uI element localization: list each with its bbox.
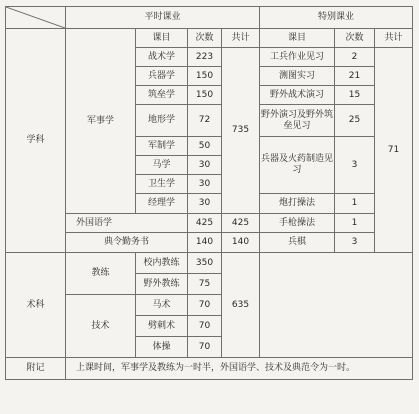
drill-course: 野外教练 xyxy=(136,274,188,295)
appendix-label: 附记 xyxy=(6,358,66,380)
regular-total-header: 共计 xyxy=(222,29,260,48)
course-schedule-table xyxy=(5,6,413,380)
foreign-count: 425 xyxy=(188,214,222,233)
drill-count: 75 xyxy=(188,274,222,295)
military-course: 军制学 xyxy=(136,137,188,156)
special-course-header: 课目 xyxy=(260,29,335,48)
special-count: 1 xyxy=(335,194,375,214)
special-count: 15 xyxy=(335,86,375,105)
military-course: 筑垒学 xyxy=(136,86,188,105)
special-course: 测图实习 xyxy=(260,67,335,86)
special-count-header: 次数 xyxy=(335,29,375,48)
technique-label: 术科 xyxy=(6,253,66,358)
special-course: 炮打操法 xyxy=(260,194,335,214)
special-count: 2 xyxy=(335,48,375,67)
regulations-total: 140 xyxy=(222,233,260,253)
special-header: 特别课业 xyxy=(260,7,413,29)
special-course: 野外战术演习 xyxy=(260,86,335,105)
regulations-count: 140 xyxy=(188,233,222,253)
military-count: 50 xyxy=(188,137,222,156)
drill-label: 教练 xyxy=(66,253,136,295)
military-count: 223 xyxy=(188,48,222,67)
skill-count: 70 xyxy=(188,295,222,316)
regular-header: 平时课业 xyxy=(66,7,260,29)
military-count: 150 xyxy=(188,67,222,86)
special-course: 兵棋 xyxy=(260,233,335,253)
special-course: 兵器及火药制造见习 xyxy=(260,137,335,194)
corner-diagonal-cell xyxy=(6,7,66,29)
special-course: 手枪操法 xyxy=(260,214,335,233)
skill-count: 70 xyxy=(188,316,222,337)
military-course: 战术学 xyxy=(136,48,188,67)
military-course: 经理学 xyxy=(136,194,188,214)
special-count: 1 xyxy=(335,214,375,233)
discipline-label: 学科 xyxy=(6,29,66,253)
regulations-label: 典令勤务书 xyxy=(66,233,188,253)
drill-course: 校内教练 xyxy=(136,253,188,274)
special-total-header: 共计 xyxy=(375,29,413,48)
foreign-label: 外国语学 xyxy=(66,214,188,233)
military-course: 卫生学 xyxy=(136,175,188,194)
military-total: 735 xyxy=(222,48,260,214)
military-course: 马学 xyxy=(136,156,188,175)
regular-count-header: 次数 xyxy=(188,29,222,48)
regular-course-header: 课目 xyxy=(136,29,188,48)
schedule-table-container xyxy=(5,6,413,380)
military-count: 150 xyxy=(188,86,222,105)
drill-count: 350 xyxy=(188,253,222,274)
military-course: 兵器学 xyxy=(136,67,188,86)
skill-course: 劈刺术 xyxy=(136,316,188,337)
appendix-text: 上课时间，军事学及教练为一时半，外国语学、技术及典范令为一时。 xyxy=(66,358,413,380)
military-count: 30 xyxy=(188,175,222,194)
special-course: 野外演习及野外筑垒见习 xyxy=(260,105,335,137)
military-count: 72 xyxy=(188,105,222,137)
skill-label: 技术 xyxy=(66,295,136,358)
military-count: 30 xyxy=(188,156,222,175)
military-count: 30 xyxy=(188,194,222,214)
special-empty-area xyxy=(260,253,413,358)
special-count: 25 xyxy=(335,105,375,137)
special-total: 71 xyxy=(375,48,413,253)
special-course: 工兵作业见习 xyxy=(260,48,335,67)
skill-count: 70 xyxy=(188,337,222,358)
special-count: 3 xyxy=(335,233,375,253)
special-count: 21 xyxy=(335,67,375,86)
military-course: 地形学 xyxy=(136,105,188,137)
foreign-total: 425 xyxy=(222,214,260,233)
technique-total: 635 xyxy=(222,253,260,358)
skill-course: 马术 xyxy=(136,295,188,316)
military-label: 军事学 xyxy=(66,29,136,214)
special-count: 3 xyxy=(335,137,375,194)
diagonal-line xyxy=(6,7,65,28)
skill-course: 体操 xyxy=(136,337,188,358)
